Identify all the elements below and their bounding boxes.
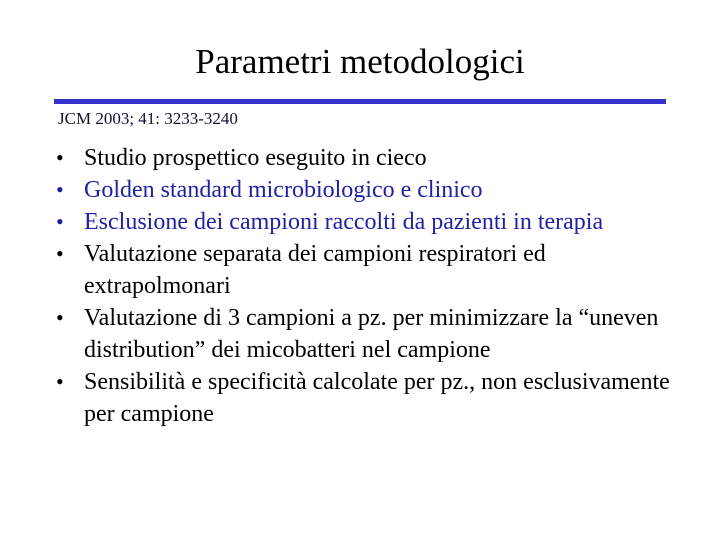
bullet-icon: •	[56, 177, 64, 202]
bullet-text: Sensibilità e specificità calcolate per pz., non esclusivamente per campione	[84, 369, 670, 427]
bullet-text: Golden standard microbiologico e clinico	[84, 177, 483, 203]
bullet-icon: •	[56, 145, 64, 170]
bullet-item-5	[52, 302, 672, 366]
bullet-list	[52, 142, 672, 430]
bullet-item-3	[52, 206, 672, 238]
bullet-text: Valutazione di 3 campioni a pz. per minimizzare la “uneven distribution” dei micobatteri nel campione	[84, 305, 659, 363]
bullet-text: Valutazione separata dei campioni respiratori ed extrapolmonari	[84, 241, 546, 299]
bullet-text: Esclusione dei campioni raccolti da pazienti in terapia	[84, 209, 604, 235]
bullet-icon: •	[56, 369, 64, 394]
bullet-item-2	[52, 174, 672, 206]
bullet-item-4	[52, 238, 672, 302]
reference-citation: JCM 2003; 41: 3233-3240	[58, 109, 238, 128]
title-divider	[54, 99, 666, 104]
bullet-icon: •	[56, 241, 64, 266]
bullet-text: Studio prospettico eseguito in cieco	[84, 145, 427, 171]
slide-title: Parametri metodologici	[195, 42, 525, 81]
bullet-icon: •	[56, 209, 64, 234]
bullet-icon: •	[56, 305, 64, 330]
bullet-item-6	[52, 366, 672, 430]
bullet-item-1	[52, 142, 672, 174]
